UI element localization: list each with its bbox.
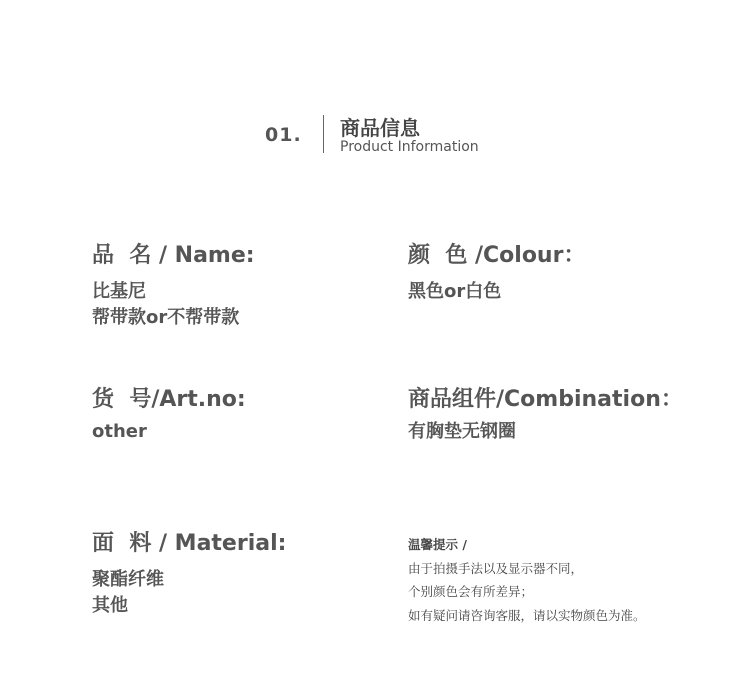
tips-line: 个别颜色会有所差异； <box>408 584 534 599</box>
field-colour-value <box>408 279 585 305</box>
field-combination <box>408 382 683 445</box>
field-colour <box>408 238 585 305</box>
tips-note <box>408 533 646 627</box>
field-colour-value-line1: 黑色or白色 <box>408 281 502 302</box>
field-name-label: 品 名 / Name: <box>92 243 255 268</box>
field-name-value-line2: 帮带款or不帮带款 <box>92 307 240 328</box>
field-name-value <box>92 279 255 331</box>
field-art-no-value <box>92 419 246 445</box>
field-material-value <box>92 567 286 619</box>
section-number: 01. <box>265 124 302 146</box>
field-material-value-line1: 聚酯纤维 <box>92 569 164 590</box>
field-name-value-line1: 比基尼 <box>92 281 146 302</box>
field-material-value-line2: 其他 <box>92 595 128 616</box>
field-combination-value <box>408 419 683 445</box>
field-name <box>92 238 255 331</box>
section-subtitle: Product Information <box>340 139 479 155</box>
tips-line: 如有疑问请咨询客服，请以实物颜色为准。 <box>408 607 646 623</box>
field-material-label: 面 料 / Material: <box>92 531 287 556</box>
field-colour-label: 颜 色 /Colour： <box>408 243 586 268</box>
field-art-no <box>92 382 246 445</box>
field-material <box>92 526 286 619</box>
field-art-no-label: 货 号/Art.no: <box>92 387 246 412</box>
tips-title: 温馨提示 / <box>408 537 467 552</box>
field-combination-label: 商品组件/Combination： <box>408 387 683 412</box>
field-art-no-value-line1: other <box>92 421 147 442</box>
tips-line: 由于拍摄手法以及显示器不同， <box>408 560 584 576</box>
section-title: 商品信息 <box>340 116 420 140</box>
header-divider <box>323 115 324 153</box>
field-combination-value-line1: 有胸垫无钢圈 <box>408 421 516 442</box>
